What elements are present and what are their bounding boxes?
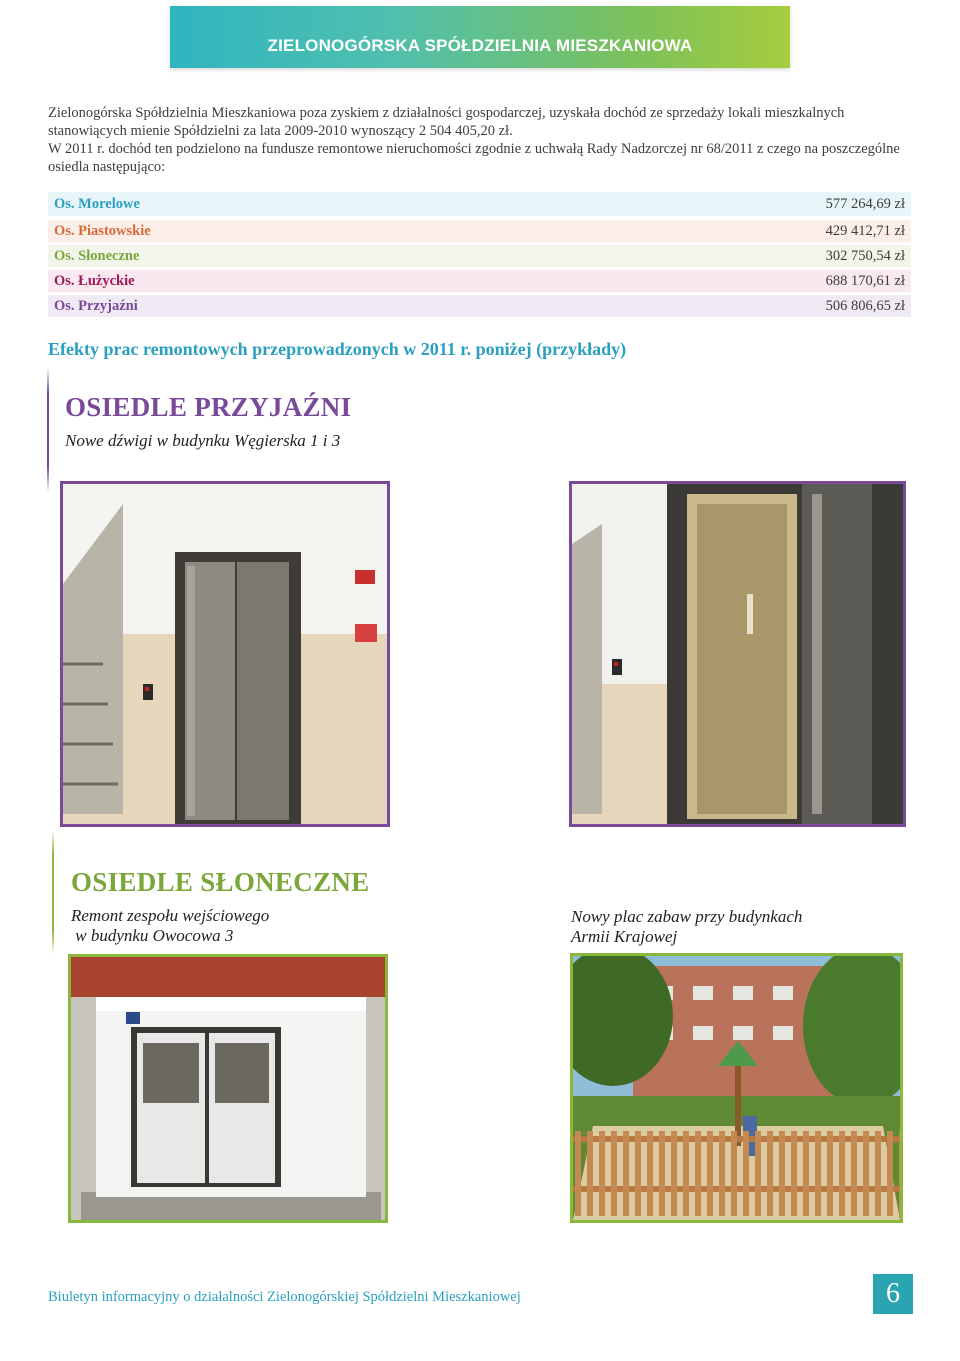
- intro-paragraph-1: Zielonogórska Spółdzielnia Mieszkaniowa poza zyskiem z działalności gospodarczej, uzyskała dochód ze sprzedaży lokali mieszkalnych stanowiących mienie Spółdzielni za lata 2009-2010 wynoszący 2 504 405,20 zł.: [48, 105, 845, 139]
- allocation-row: [48, 192, 911, 216]
- allocation-row: [48, 220, 911, 242]
- intro-paragraph-2: W 2011 r. dochód ten podzielono na fundusze remontowe nieruchomości zgodnie z uchwałą Rady Nadzorczej nr 68/2011 z czego na poszczególne osiedla następująco:: [48, 141, 900, 175]
- caption-entrance-line-2: w budynku Owocowa 3: [71, 926, 234, 945]
- allocation-table: [48, 192, 911, 320]
- allocation-amount: 577 264,69 zł: [825, 195, 905, 212]
- section-accent-bar: [47, 368, 49, 492]
- allocation-amount: 429 412,71 zł: [825, 222, 905, 239]
- allocation-amount: 506 806,65 zł: [825, 297, 905, 314]
- section-accent-bar: [52, 830, 54, 955]
- allocation-row: [48, 245, 911, 267]
- photo-playground: [570, 953, 903, 1223]
- allocation-amount: 302 750,54 zł: [825, 247, 905, 264]
- photo-elevator-open: [569, 481, 906, 827]
- footer-text: Biuletyn informacyjny o działalności Zielonogórskiej Spółdzielni Mieszkaniowej: [48, 1289, 521, 1305]
- effects-heading: Efekty prac remontowych przeprowadzonych w 2011 r. poniżej (przykłady): [48, 339, 627, 359]
- allocation-name: Os. Przyjaźni: [54, 297, 138, 314]
- caption-entrance-line-1: Remont zespołu wejściowego: [71, 906, 270, 925]
- section-title-przyjazni: OSIEDLE PRZYJAŹNI: [65, 392, 352, 422]
- allocation-name: Os. Morelowe: [54, 195, 140, 212]
- allocation-name: Os. Łużyckie: [54, 272, 135, 289]
- caption-playground-line-2: Armii Krajowej: [571, 927, 678, 946]
- allocation-amount: 688 170,61 zł: [825, 272, 905, 289]
- section-title-sloneczne: OSIEDLE SŁONECZNE: [71, 867, 370, 897]
- caption-playground-line-1: Nowy plac zabaw przy budynkach: [571, 907, 803, 926]
- caption-entrance: [71, 906, 269, 946]
- intro-text: [48, 104, 918, 176]
- allocation-row: [48, 270, 911, 292]
- allocation-name: Os. Słoneczne: [54, 247, 140, 264]
- photo-entrance: [68, 954, 388, 1223]
- section-subtitle-przyjazni: Nowe dźwigi w budynku Węgierska 1 i 3: [65, 431, 341, 450]
- caption-playground: [571, 907, 802, 947]
- allocation-name: Os. Piastowskie: [54, 222, 151, 239]
- photo-elevator-closed: [60, 481, 390, 827]
- allocation-row: [48, 295, 911, 317]
- page-number: 6: [873, 1274, 913, 1314]
- header-title: ZIELONOGÓRSKA SPÓŁDZIELNIA MIESZKANIOWA: [267, 36, 693, 55]
